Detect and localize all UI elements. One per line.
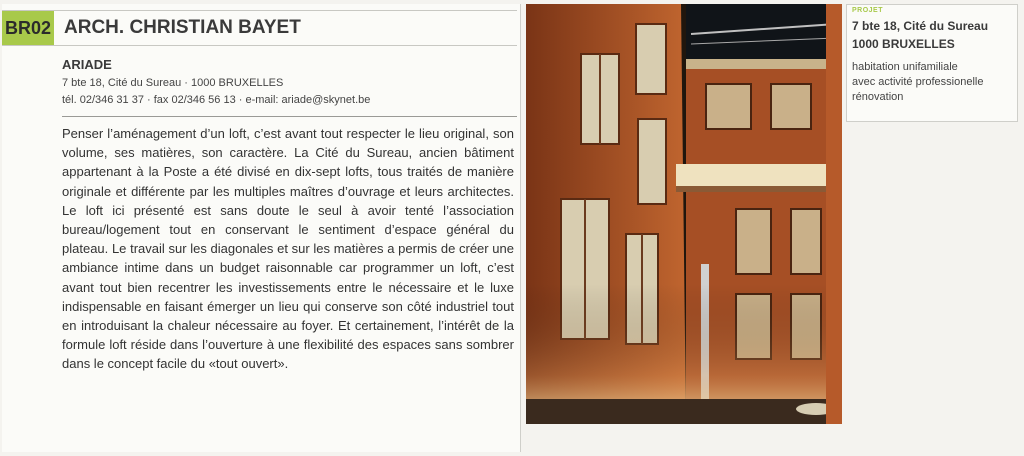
article-body: Penser l’aménagement d’un loft, c’est avant tout respecter le lieu original, son volume, ses matières, son caractère. La Cité du Sureau, ancien bâtiment appartenant à la Poste a été divisé en dix-sept lofts, tous traités de manière originale et différente par les multiples maîtres d’ouvrage et leurs architectes. Le loft ici présenté est sans doute le seul à avoir tenté l’association bureau/logement tout en conservant le sentiment d’espace général du plateau. Le travail sur les diagonales et sur les matières a permis de créer une ambiance intime dans un budget raisonnable car programmer un loft, c’est avant tout bien recentrer les investissements entre le nécessaire et le luxe indispensable en faisant émerger un lieu qui conserve son côté industriel tout en introduisant la chaleur nécessaire au foyer. Et certainement, l’intérêt de la formule loft réside dans l’ouverture à une flexibilité des espaces sans sombrer dans le concept facile du «tout ouvert».	[62, 126, 514, 372]
divider	[62, 116, 517, 117]
project-type-line: rénovation	[852, 91, 904, 103]
project-address-line: 7 bte 18, Cité du Sureau	[852, 19, 989, 33]
project-code-badge: BR02	[2, 11, 54, 45]
project-label: PROJET	[852, 7, 884, 14]
office-address: 7 bte 18, Cité du Sureau · 1000 BRUXELLES	[62, 77, 284, 89]
office-name: ARIADE	[62, 57, 112, 72]
project-type-line: habitation unifamiliale	[852, 61, 958, 73]
architect-name: ARCH. CHRISTIAN BAYET	[64, 17, 301, 38]
article-header	[2, 10, 517, 46]
project-address	[852, 17, 988, 53]
office-contact: tél. 02/346 31 37 · fax 02/346 56 13 · e-mail: ariade@skynet.be	[62, 94, 371, 106]
project-type-line: avec activité professionelle	[852, 76, 984, 88]
project-city-line: 1000 BRUXELLES	[852, 37, 955, 51]
project-type	[852, 60, 1017, 105]
building-courtyard-photo	[526, 4, 842, 424]
project-info-box	[846, 4, 1018, 122]
